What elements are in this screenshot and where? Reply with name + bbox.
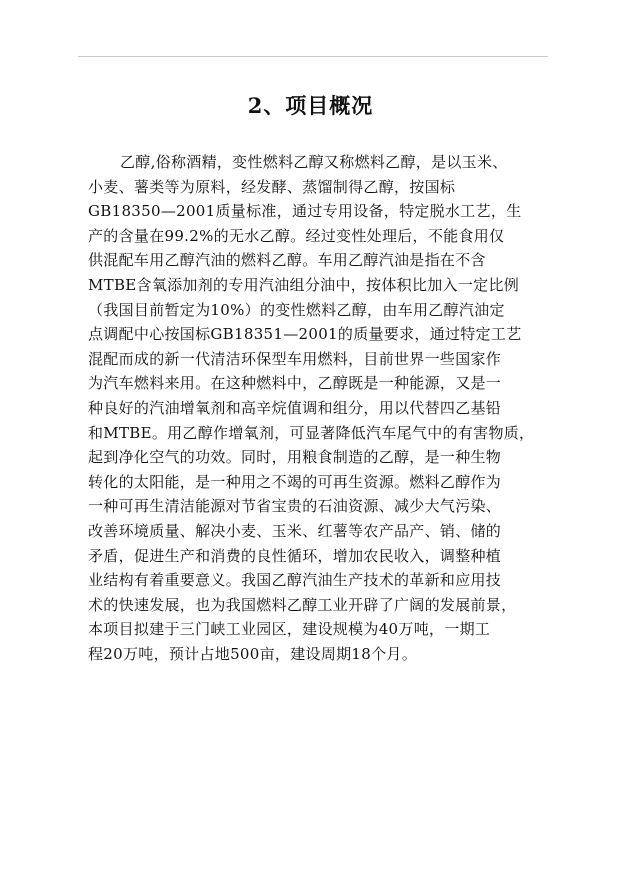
body-paragraph bbox=[88, 150, 558, 666]
paragraph-line: 转化的太阳能，是一种用之不竭的可再生资源。燃料乙醇作为 bbox=[88, 472, 502, 491]
paragraph-line: 业结构有着重要意义。我国乙醇汽油生产技术的革新和应用技 bbox=[88, 571, 502, 590]
paragraph-line: 本项目拟建于三门峡工业园区，建设规模为40万吨，一期工 bbox=[88, 620, 491, 639]
paragraph-line: 一种可再生清洁能源对节省宝贵的石油资源、减少大气污染、 bbox=[88, 497, 502, 516]
paragraph-line: 小麦、薯类等为原料，经发酵、蒸馏制得乙醇，按国标 bbox=[88, 177, 456, 196]
header-divider bbox=[78, 56, 548, 57]
paragraph-line: 供混配车用乙醇汽油的燃料乙醇。车用乙醇汽油是指在不含 bbox=[88, 251, 486, 270]
paragraph-line: 术的快速发展，也为我国燃料乙醇工业开辟了广阔的发展前景， bbox=[88, 595, 517, 614]
paragraph-line: 混配而成的新一代清洁环保型车用燃料，目前世界一些国家作 bbox=[88, 349, 502, 368]
paragraph-line: 程20万吨，预计占地500亩，建设周期18个月。 bbox=[88, 644, 418, 663]
paragraph-line: 和MTBE。用乙醇作增氧剂，可显著降低汽车尾气中的有害物质， bbox=[88, 423, 535, 442]
paragraph-line: 点调配中心按国标GB18351—2001的质量要求，通过特定工艺 bbox=[88, 325, 522, 344]
paragraph-line: 为汽车燃料来用。在这种燃料中，乙醇既是一种能源，又是一 bbox=[88, 374, 502, 393]
paragraph-line: 起到净化空气的功效。同时，用粮食制造的乙醇，是一种生物 bbox=[88, 448, 502, 467]
paragraph-line: 乙醇,俗称酒精，变性燃料乙醇又称燃料乙醇，是以玉米、 bbox=[120, 153, 508, 171]
paragraph-line: 种良好的汽油增氧剂和高辛烷值调和组分，用以代替四乙基铅 bbox=[88, 398, 502, 417]
paragraph-line: （我国目前暂定为10%）的变性燃料乙醇，由车用乙醇汽油定 bbox=[88, 300, 505, 319]
paragraph-line: 改善环境质量、解决小麦、玉米、红薯等农产品产、销、储的 bbox=[88, 521, 502, 540]
paragraph-line: GB18350—2001质量标准，通过专用设备，特定脱水工艺，生 bbox=[88, 202, 522, 221]
section-heading: 2、项目概况 bbox=[247, 93, 374, 118]
paragraph-line: 矛盾，促进生产和消费的良性循环，增加农民收入，调整种植 bbox=[88, 546, 502, 565]
paragraph-line: 产的含量在99.2%的无水乙醇。经过变性处理后，不能食用仅 bbox=[88, 226, 505, 245]
paragraph-line: MTBE含氧添加剂的专用汽油组分油中，按体积比加入一定比例 bbox=[88, 275, 520, 294]
